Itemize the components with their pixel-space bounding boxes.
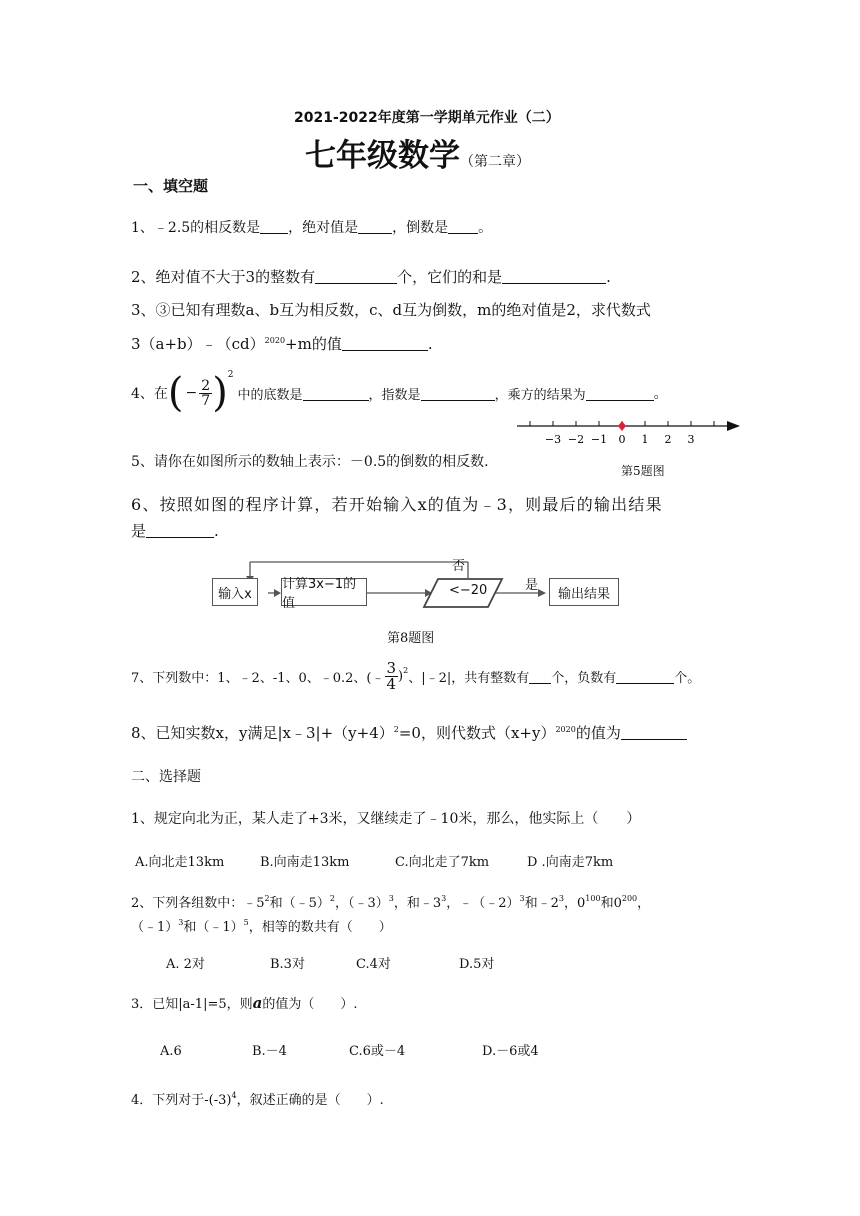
paren-left: ( bbox=[167, 370, 184, 416]
option-c[interactable]: C.4对 bbox=[356, 957, 391, 972]
s2-q4: 4．下列对于$-(-3)^4$，叙述正确的是（ ）. bbox=[131, 1091, 384, 1108]
option-b[interactable]: B.－4 bbox=[252, 1044, 287, 1059]
option-c[interactable]: C.6或－4 bbox=[349, 1044, 406, 1059]
s1-q8: 8、已知实数x，y满足$|x﹣3|+(y+4)^2=0$，则代数式$(x+y)^{2020}$的值为 bbox=[131, 722, 687, 743]
fraction-3-4: $\frac{3}{4}$ bbox=[386, 658, 397, 693]
answer-blank[interactable] bbox=[616, 669, 674, 684]
section2-title: 二、选择题 bbox=[131, 769, 201, 785]
minus-sign: − bbox=[185, 385, 198, 401]
s1-q2: 2、绝对值不大于3的整数有 个，它们的和是 . bbox=[131, 268, 611, 286]
flow-yes-label: 是 bbox=[525, 578, 539, 593]
option-b[interactable]: B.向南走13km bbox=[260, 855, 350, 870]
paren-right: ) bbox=[212, 370, 228, 416]
answer-blank[interactable] bbox=[529, 669, 551, 684]
s2-q2-line1: 2、下列各组数中：$﹣5^2$和（﹣5）$^2$，（﹣3）$^3$，和$﹣3^3$，﹣（﹣2）$^3$和$﹣2^3$，$0^{100}$和$0^{200}$， bbox=[131, 894, 651, 911]
number-line-figure bbox=[515, 416, 745, 450]
arrow-head-icon bbox=[727, 421, 740, 431]
flow-compute-box: 计算3x−1的值 bbox=[281, 578, 367, 606]
answer-blank[interactable] bbox=[260, 219, 288, 234]
answer-blank[interactable] bbox=[448, 219, 478, 234]
option-a[interactable]: A. 2对 bbox=[166, 957, 205, 972]
option-d[interactable]: D.－6或4 bbox=[482, 1044, 539, 1059]
option-b[interactable]: B.3对 bbox=[270, 957, 305, 972]
q6-caption: 第8题图 bbox=[387, 631, 435, 646]
flow-condition: <−20 bbox=[449, 583, 488, 598]
answer-blank[interactable] bbox=[315, 269, 397, 284]
flow-no-label: 否 bbox=[452, 559, 466, 574]
option-a[interactable]: A.6 bbox=[160, 1044, 182, 1059]
main-title-row bbox=[305, 130, 530, 175]
option-d[interactable]: D.5对 bbox=[459, 957, 495, 972]
number-line-label: 2 bbox=[664, 433, 672, 446]
answer-blank[interactable] bbox=[146, 523, 214, 538]
s2-q2-options bbox=[166, 953, 494, 972]
number-line-label: 1 bbox=[641, 433, 649, 446]
s2-q1-options bbox=[135, 851, 613, 870]
number-line-label: −3 bbox=[544, 433, 562, 446]
number-line-label: −2 bbox=[567, 433, 585, 446]
chapter-label: （第二章） bbox=[460, 154, 530, 170]
answer-blank[interactable] bbox=[586, 386, 654, 401]
s1-q7: 7、下列数中：1、﹣2、-1、0、﹣0.2、(﹣ $\frac{3}{4}$ ) 2 、|﹣2|，共有整数有 个，负数有 个。 bbox=[131, 658, 701, 693]
answer-blank[interactable] bbox=[502, 269, 606, 284]
s2-q2-line2: （﹣1）$^3$和（﹣1）$^5$，相等的数共有（ ） bbox=[131, 918, 392, 935]
flow-output-box: 输出结果 bbox=[549, 578, 619, 606]
s1-q1: 1、﹣2.5的相反数是 ，绝对值是 ，倒数是 。 bbox=[131, 220, 493, 236]
red-marker-icon bbox=[618, 421, 626, 431]
s1-q3-line2: 3（a+b）﹣（cd）$^{2020}$+m的值 . bbox=[131, 335, 433, 353]
option-a[interactable]: A.向北走13km bbox=[135, 855, 225, 870]
option-c[interactable]: C.向北走了7km bbox=[395, 855, 490, 870]
s1-q3-line1: 3、③已知有理数a、b互为相反数，c、d互为倒数，m的绝对值是2，求代数式 bbox=[131, 301, 651, 319]
fraction-2-7: $\frac{2}{7}$ bbox=[201, 377, 211, 409]
answer-blank[interactable] bbox=[358, 219, 392, 234]
s2-q3: 3．已知|a-1|=5，则a的值为（ ）. bbox=[131, 994, 358, 1012]
number-line-label: −1 bbox=[590, 433, 608, 446]
q5-caption: 第5题图 bbox=[621, 464, 665, 478]
option-d[interactable]: D .向南走7km bbox=[527, 855, 614, 870]
number-line-label: 0 bbox=[618, 433, 626, 446]
s1-q5: 5、请你在如图所示的数轴上表示：－0.5的倒数的相反数. bbox=[131, 454, 489, 470]
main-title: 七年级数学 bbox=[305, 138, 460, 174]
answer-blank[interactable] bbox=[342, 336, 428, 351]
s1-q6-line1: 6、按照如图的程序计算，若开始输入x的值为﹣3，则最后的输出结果 bbox=[131, 495, 663, 514]
s2-q1: 1、规定向北为正，某人走了+3米，又继续走了﹣10米，那么，他实际上（ ） bbox=[131, 811, 641, 827]
flow-input-box: 输入x bbox=[212, 578, 258, 606]
s1-q4: 4、在 ( − $\frac{2}{7}$ ) 2 中的底数是 ，指数是 ，乘方的结果为 。 bbox=[131, 370, 668, 416]
number-line-label: 3 bbox=[687, 433, 695, 446]
answer-blank[interactable] bbox=[621, 725, 687, 740]
exponent: 2 bbox=[227, 370, 234, 380]
answer-blank[interactable] bbox=[421, 386, 495, 401]
section1-title: 一、填空题 bbox=[133, 177, 209, 195]
s2-q3-options bbox=[160, 1040, 539, 1059]
answer-blank[interactable] bbox=[303, 386, 369, 401]
top-title: 2021-2022年度第一学期单元作业（二） bbox=[294, 110, 560, 126]
s1-q6-line2: 是 . bbox=[131, 522, 219, 540]
